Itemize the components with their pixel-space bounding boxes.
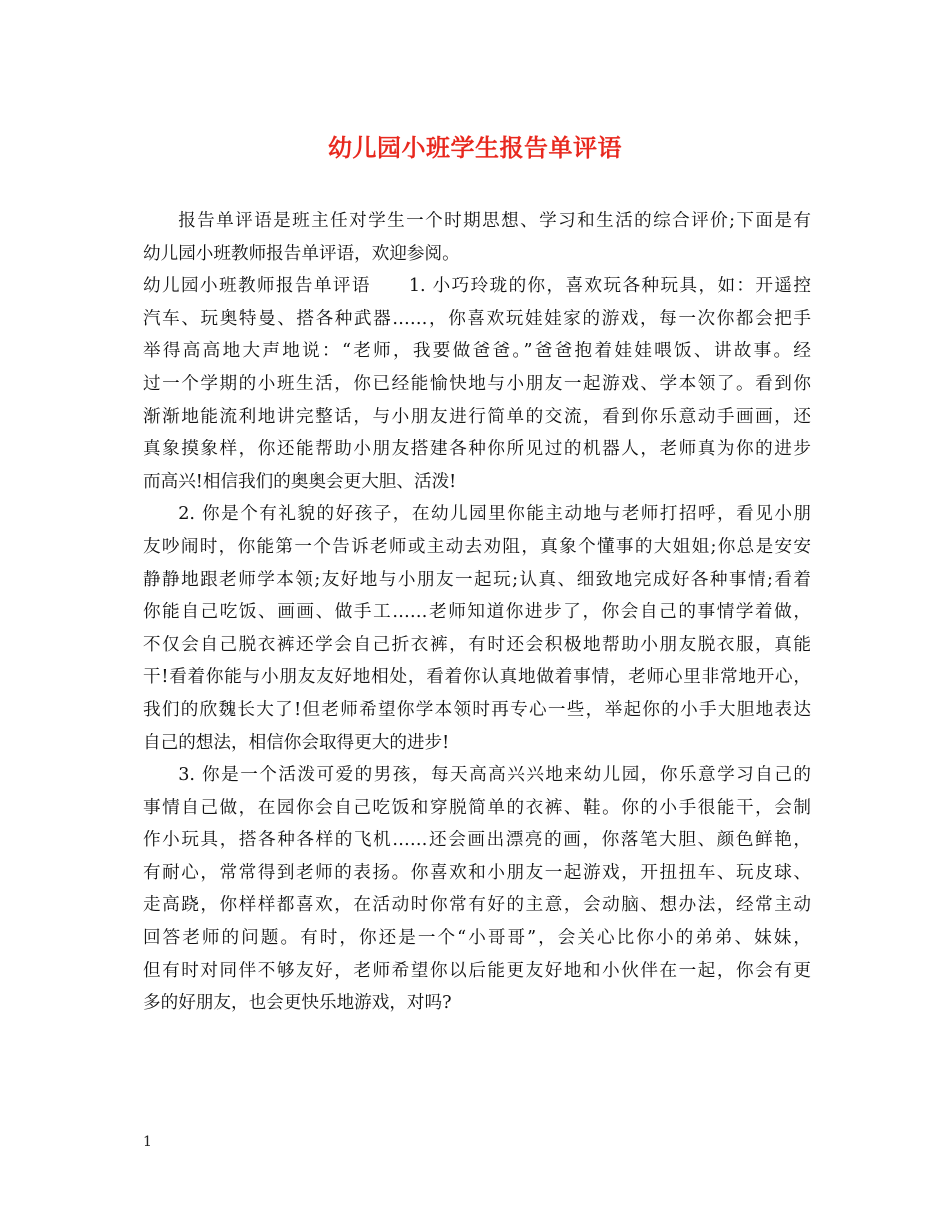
text-line: 汽车、玩奥特曼、搭各种武器……，你喜欢玩娃娃家的游戏，每一次你都会把手 <box>143 308 811 329</box>
text-line: 我们的欣魏长大了!但老师希望你学本领时再专心一些，举起你的小手大胆地表达 <box>143 699 811 720</box>
text-line: 事情自己做，在园你会自己吃饭和穿脱简单的衣裤、鞋。你的小手很能干，会制 <box>143 797 811 818</box>
text-line: 报告单评语是班主任对学生一个时期思想、学习和生活的综合评价;下面是有 <box>178 211 811 231</box>
text-line: 不仅会自己脱衣裤还学会自己折衣裤，有时还会积极地帮助小朋友脱衣服，真能 <box>143 634 811 655</box>
paragraph-comment-1 <box>143 270 811 498</box>
text-line: 多的好朋友，也会更快乐地游戏，对吗? <box>143 993 452 1014</box>
page-number: 1 <box>143 1134 152 1150</box>
paragraph-intro <box>143 205 811 270</box>
text-line: 而高兴!相信我们的奥奥会更大胆、活泼! <box>143 471 457 492</box>
text-line: 幼儿园小班教师报告单评语，欢迎参阅。 <box>143 243 460 264</box>
text-line: 你能自己吃饭、画画、做手工……老师知道你进步了，你会自己的事情学着做， <box>143 602 811 623</box>
text-line: 过一个学期的小班生活，你已经能愉快地与小朋友一起游戏、学本领了。看到你 <box>143 373 811 394</box>
text-line: 静静地跟老师学本领;友好地与小朋友一起玩;认真、细致地完成好各种事情;看着 <box>143 569 811 590</box>
text-line: 回答老师的问题。有时，你还是一个“小哥哥”，会关心比你小的弟弟、妹妹， <box>143 928 811 949</box>
text-line: 3. 你是一个活泼可爱的男孩，每天高高兴兴地来幼儿园，你乐意学习自己的 <box>178 765 811 786</box>
text-line: 干!看着你能与小朋友友好地相处，看着你认真地做着事情，老师心里非常地开心， <box>143 667 811 688</box>
text-line: 渐渐地能流利地讲完整话，与小朋友进行简单的交流，看到你乐意动手画画，还 <box>143 406 811 427</box>
text-line: 自己的想法，相信你会取得更大的进步! <box>143 732 450 753</box>
paragraph-comment-3 <box>143 759 811 1020</box>
text-line: 走高跷，你样样都喜欢，在活动时你常有好的主意，会动脑、想办法，经常主动 <box>143 895 811 916</box>
text-line: 友吵闹时，你能第一个告诉老师或主动去劝阻，真象个懂事的大姐姐;你总是安安 <box>143 536 811 557</box>
text-line: 2. 你是个有礼貌的好孩子，在幼儿园里你能主动地与老师打招呼，看见小朋 <box>178 504 811 525</box>
text-line: 但有时对同伴不够友好，老师希望你以后能更友好地和小伙伴在一起，你会有更 <box>143 960 811 981</box>
paragraph-comment-2 <box>143 498 811 759</box>
document-body <box>143 205 811 1020</box>
text-line: 举得高高地大声地说：“老师，我要做爸爸。”爸爸抱着娃娃喂饭、讲故事。经 <box>143 341 811 362</box>
text-line: 真象摸象样，你还能帮助小朋友搭建各种你所见过的机器人，老师真为你的进步 <box>143 439 811 460</box>
text-line: 幼儿园小班教师报告单评语 1. 小巧玲珑的你，喜欢玩各种玩具，如：开遥控 <box>143 276 811 297</box>
text-line: 作小玩具，搭各种各样的飞机……还会画出漂亮的画，你落笔大胆、颜色鲜艳， <box>143 830 811 851</box>
document-title: 幼儿园小班学生报告单评语 <box>328 133 622 162</box>
text-line: 有耐心，常常得到老师的表扬。你喜欢和小朋友一起游戏，开扭扭车、玩皮球、 <box>143 862 811 883</box>
